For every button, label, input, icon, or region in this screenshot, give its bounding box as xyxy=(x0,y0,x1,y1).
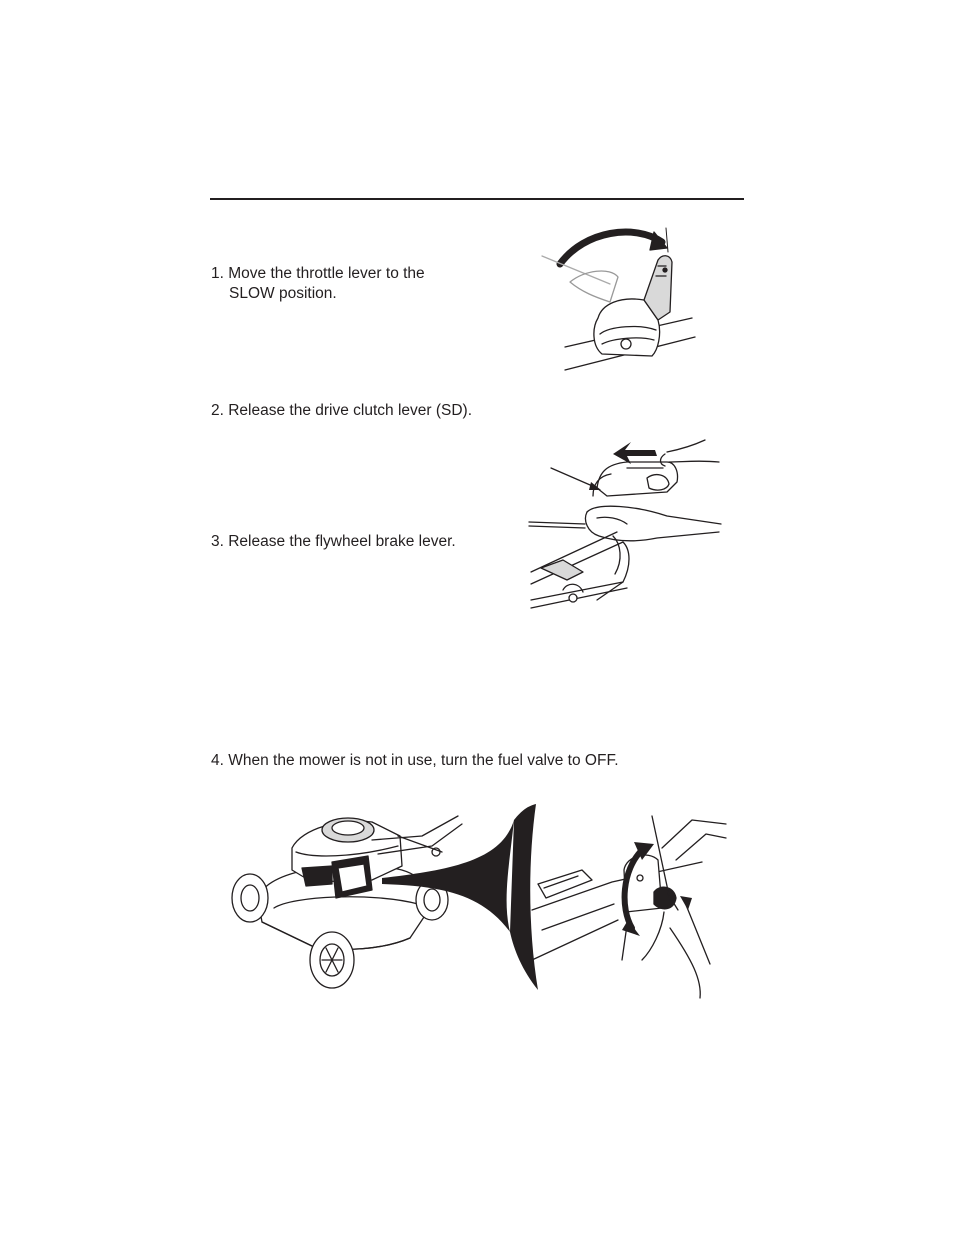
step-4 xyxy=(211,751,619,771)
step-1 xyxy=(211,264,425,304)
step-3 xyxy=(211,532,456,552)
step-3-text: 3. Release the flywheel brake lever. xyxy=(211,533,456,550)
header-rule xyxy=(210,198,744,200)
step-2 xyxy=(211,401,472,421)
step-1-line-2: SLOW position. xyxy=(229,285,337,302)
step-1-line-1: 1. Move the throttle lever to the xyxy=(211,265,425,282)
handlebar-levers-illustration xyxy=(527,432,727,612)
step-2-text: 2. Release the drive clutch lever (SD). xyxy=(211,402,473,419)
throttle-lever-illustration xyxy=(540,222,740,377)
mower-fuel-valve-illustration xyxy=(222,800,742,1000)
step-4-text: 4. When the mower is not in use, turn the fuel valve to OFF. xyxy=(211,752,619,769)
